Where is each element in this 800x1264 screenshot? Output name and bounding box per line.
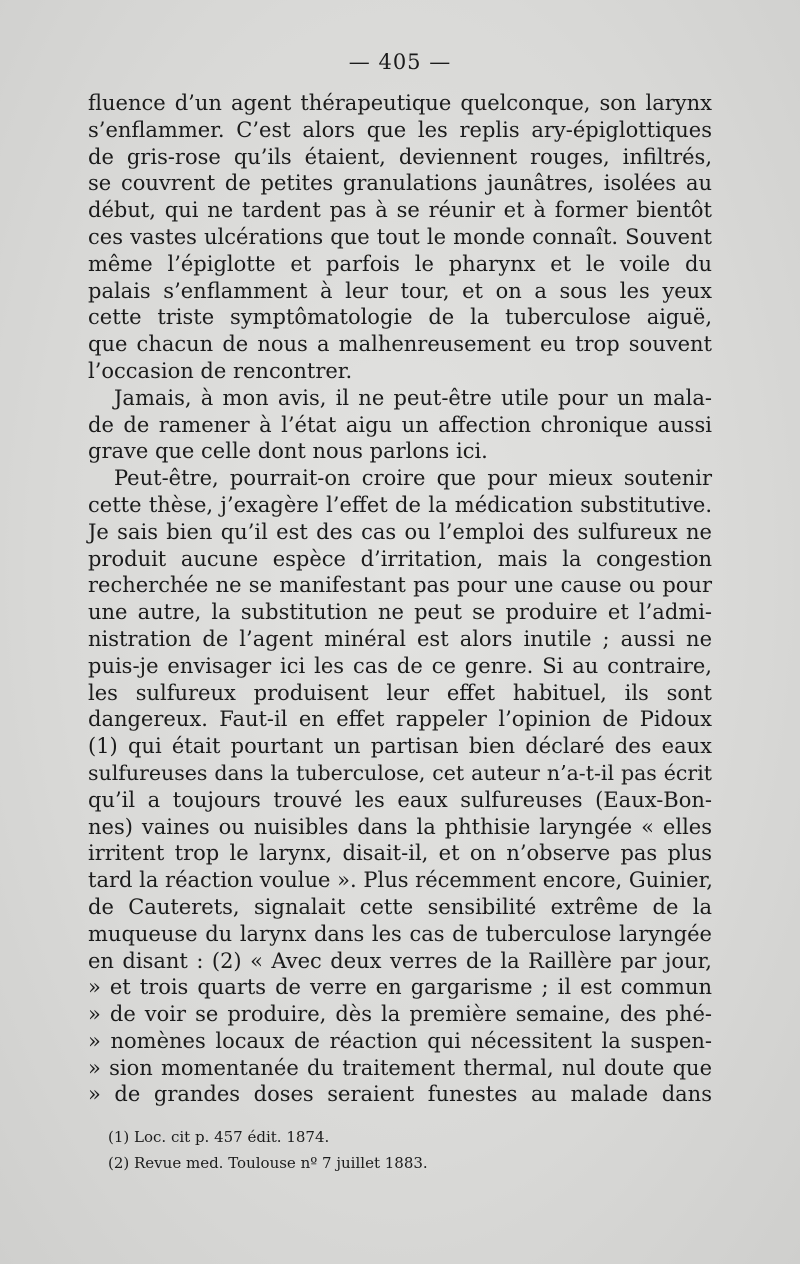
text-line: début, qui ne tardent pas à se réunir et à former bientôt (88, 198, 712, 223)
text-line: en disant : (2) « Avec deux verres de la Raillère par jour, (88, 948, 712, 973)
text-line: que chacun de nous a malhenreusement eu trop souvent (88, 332, 712, 357)
text-line: cette triste symptômatologie de la tuberculose aiguë, (88, 305, 712, 330)
text-line: » et trois quarts de verre en gargarisme ; il est commun (88, 975, 712, 1000)
text-line: tard la réaction voulue ». Plus récemment encore, Guinier, (88, 868, 713, 893)
text-line: irritent trop le larynx, disait-il, et on n’observe pas plus (88, 841, 712, 866)
text-line: » de voir se produire, dès la première semaine, des phé- (88, 1002, 712, 1027)
text-line: cette thèse, j’exagère l’effet de la médication substitutive. (88, 492, 712, 517)
text-line: recherchée ne se manifestant pas pour une cause ou pour (88, 573, 712, 598)
footnotes (108, 1124, 668, 1176)
text-line: de Cauterets, signalait cette sensibilité extrême de la (88, 894, 712, 919)
text-line: palais s’enflamment à leur tour, et on a sous les yeux (88, 278, 712, 303)
text-line: produit aucune espèce d’irritation, mais la congestion (88, 546, 712, 571)
text-line: s’enflammer. C’est alors que les replis ary-épiglottiques (88, 117, 712, 142)
body-text (88, 90, 712, 1108)
text-line: » nomènes locaux de réaction qui nécessitent la suspen- (88, 1028, 712, 1053)
text-line: l’occasion de rencontrer. (88, 358, 353, 383)
text-line: nistration de l’agent minéral est alors inutile ; aussi ne (88, 626, 712, 651)
text-line: » sion momentanée du traitement thermal, nul doute que (88, 1055, 712, 1080)
text-line: dangereux. Faut-il en effet rappeler l’opinion de Pidoux (88, 707, 712, 732)
footnote-1: (1) Loc. cit p. 457 édit. 1874. (108, 1128, 330, 1146)
text-line: nes) vaines ou nuisibles dans la phthisie laryngée « elles (88, 814, 712, 839)
text-line: grave que celle dont nous parlons ici. (88, 439, 488, 464)
text-line: de gris-rose qu’ils étaient, deviennent rouges, infiltrés, (88, 144, 712, 169)
text-line: ces vastes ulcérations que tout le monde connaît. Souvent (88, 224, 712, 249)
text-line: se couvrent de petites granulations jaunâtres, isolées au (88, 171, 712, 196)
text-line: Jamais, à mon avis, il ne peut-être utile pour un mala- (114, 385, 712, 410)
text-line: sulfureuses dans la tuberculose, cet auteur n’a-t-il pas écrit (88, 760, 712, 785)
text-line: Je sais bien qu’il est des cas ou l’emploi des sulfureux ne (88, 519, 712, 544)
text-line: qu’il a toujours trouvé les eaux sulfureuses (Eaux-Bon- (88, 787, 712, 812)
text-line: fluence d’un agent thérapeutique quelconque, son larynx (88, 91, 712, 115)
text-line: une autre, la substitution ne peut se produire et l’admi- (88, 600, 712, 625)
text-line: Peut-être, pourrait-on croire que pour mieux soutenir (114, 466, 712, 491)
text-line: de de ramener à l’état aigu un affection chronique aussi (88, 412, 712, 437)
footnote-2: (2) Revue med. Toulouse nº 7 juillet 1883. (108, 1154, 428, 1172)
page-number: — 405 — (348, 50, 452, 74)
text-line: » de grandes doses seraient funestes au malade dans (88, 1082, 712, 1107)
text-line: (1) qui était pourtant un partisan bien déclaré des eaux (88, 734, 712, 759)
text-line: muqueuse du larynx dans les cas de tuberculose laryngée (88, 921, 712, 946)
text-line: même l’épiglotte et parfois le pharynx et le voile du (88, 251, 712, 276)
text-line: les sulfureux produisent leur effet habituel, ils sont (88, 680, 712, 705)
text-line: puis-je envisager ici les cas de ce genre. Si au contraire, (88, 653, 712, 678)
